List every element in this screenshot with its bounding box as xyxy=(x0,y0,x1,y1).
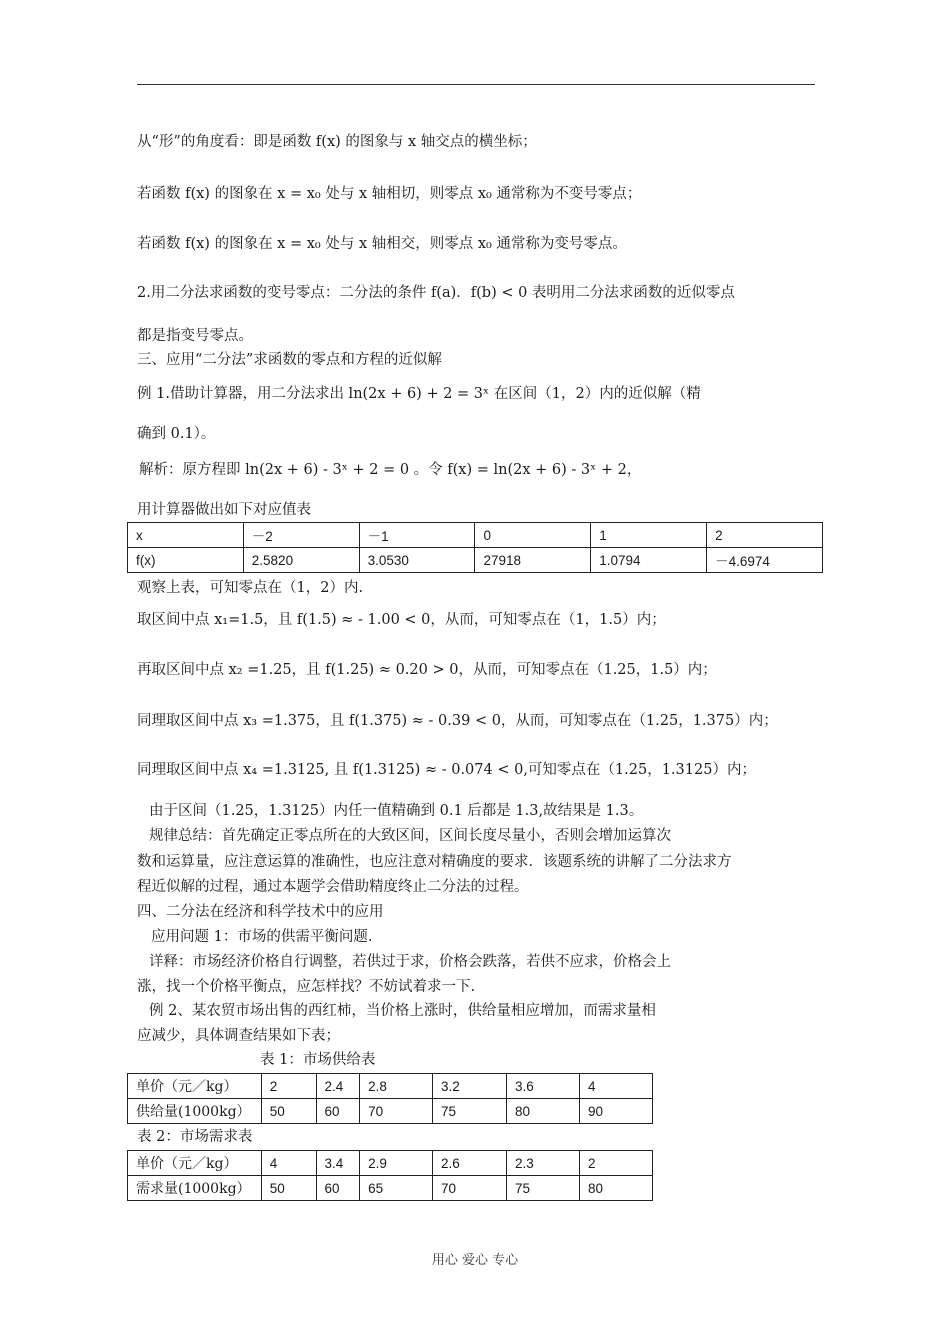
table-cell: 3.4 xyxy=(316,1151,360,1176)
table-cell: 70 xyxy=(360,1099,433,1124)
table-cell: 2.3 xyxy=(507,1151,580,1176)
table-cell: 75 xyxy=(507,1176,580,1201)
table-row xyxy=(128,523,823,548)
text-line: 若函数 f(x) 的图象在 x = x₀ 处与 x 轴相切，则零点 x₀ 通常称为不变号零点； xyxy=(137,186,642,202)
table-cell: 1 xyxy=(591,523,707,548)
example-title: 例 1.借助计算器，用二分法求出 ln(2x + 6) + 2 = 3ˣ 在区间（1，2）内的近似解（精 xyxy=(137,386,701,402)
table-cell: －1 xyxy=(359,523,475,548)
table-cell: 单价（元／kg） xyxy=(128,1151,262,1176)
value-table xyxy=(127,522,823,573)
table-cell: 90 xyxy=(580,1099,653,1124)
table-cell: 50 xyxy=(261,1176,316,1201)
table-cell: 2.4 xyxy=(316,1074,360,1099)
table-cell: x xyxy=(128,523,244,548)
text-line: 例 2、某农贸市场出售的西红柿，当价格上涨时，供给量相应增加，而需求量相 xyxy=(149,1003,656,1019)
page-footer: 用心 爱心 专心 xyxy=(431,1253,519,1268)
table-cell: 2.6 xyxy=(433,1151,507,1176)
table-cell: 1.0794 xyxy=(591,548,707,573)
table-cell: 供给量(1000kg） xyxy=(128,1099,262,1124)
text-line: 涨，找一个价格平衡点，应怎样找？不妨试着求一下. xyxy=(137,979,476,995)
text-line: 由于区间（1.25，1.3125）内任一值精确到 0.1 后都是 1.3,故结果是 1.3。 xyxy=(149,803,644,819)
text-line: 都是指变号零点。 xyxy=(137,328,253,344)
section-heading: 四、二分法在经济和科学技术中的应用 xyxy=(137,904,384,920)
text-line: 详释：市场经济价格自行调整，若供过于求，价格会跌落，若供不应求，价格会上 xyxy=(149,954,671,970)
text-line: 解析：原方程即 ln(2x + 6) - 3ˣ + 2 = 0 。令 f(x) = ln(2x + 6) - 3ˣ + 2， xyxy=(139,462,642,478)
text-line: 数和运算量，应注意运算的准确性，也应注意对精确度的要求．该题系统的讲解了二分法求方 xyxy=(137,854,732,870)
table-cell: 70 xyxy=(433,1176,507,1201)
table-cell: 2 xyxy=(261,1074,316,1099)
table-cell: 2 xyxy=(580,1151,653,1176)
table-row xyxy=(128,548,823,573)
table-cell: 3.0530 xyxy=(359,548,475,573)
table-cell: －2 xyxy=(243,523,359,548)
table-cell: 60 xyxy=(316,1099,360,1124)
table-cell: 75 xyxy=(433,1099,507,1124)
table-cell: 4 xyxy=(580,1074,653,1099)
table-cell: 2.9 xyxy=(360,1151,433,1176)
text-line: 若函数 f(x) 的图象在 x = x₀ 处与 x 轴相交，则零点 x₀ 通常称为变号零点。 xyxy=(137,236,627,252)
supply-table xyxy=(127,1073,653,1124)
text-line: 同理取区间中点 x₄ =1.3125, 且 f(1.3125) ≈ - 0.074 < 0,可知零点在（1.25，1.3125）内； xyxy=(137,762,756,778)
table-cell: f(x) xyxy=(128,548,244,573)
table-cell: 2.8 xyxy=(360,1074,433,1099)
demand-table xyxy=(127,1150,653,1201)
table-cell: 50 xyxy=(261,1099,316,1124)
table-cell: 80 xyxy=(580,1176,653,1201)
text-line: 应用问题 1：市场的供需平衡问题. xyxy=(151,929,373,945)
table-cell: 4 xyxy=(261,1151,316,1176)
section-heading: 三、应用“二分法”求函数的零点和方程的近似解 xyxy=(137,352,442,368)
table-row xyxy=(128,1099,653,1124)
table-cell: 80 xyxy=(507,1099,580,1124)
table-cell: 2 xyxy=(707,523,823,548)
table-cell: 2.5820 xyxy=(243,548,359,573)
text-line: 再取区间中点 x₂ =1.25，且 f(1.25) ≈ 0.20 > 0，从而，可知零点在（1.25，1.5）内； xyxy=(137,662,717,678)
table-caption: 用计算器做出如下对应值表 xyxy=(137,502,311,518)
table-cell: －4.6974 xyxy=(707,548,823,573)
text-line: 规律总结：首先确定正零点所在的大致区间，区间长度尽量小，否则会增加运算次 xyxy=(149,828,671,844)
table-cell: 60 xyxy=(316,1176,360,1201)
text-line: 2.用二分法求函数的变号零点：二分法的条件 f(a)．f(b) < 0 表明用二分法求函数的近似零点 xyxy=(137,285,735,301)
text-line: 确到 0.1）。 xyxy=(137,426,216,442)
table-cell: 需求量(1000kg） xyxy=(128,1176,262,1201)
text-line: 程近似解的过程，通过本题学会借助精度终止二分法的过程。 xyxy=(137,879,529,895)
text-line: 同理取区间中点 x₃ =1.375，且 f(1.375) ≈ - 0.39 < 0，从而，可知零点在（1.25，1.375）内； xyxy=(137,713,778,729)
table-caption: 表 1：市场供给表 xyxy=(260,1052,376,1068)
text-line: 应减少，具体调查结果如下表； xyxy=(137,1028,340,1044)
text-line: 从“形”的角度看：即是函数 f(x) 的图象与 x 轴交点的横坐标； xyxy=(137,134,537,150)
header-rule xyxy=(137,84,815,85)
table-cell: 3.2 xyxy=(433,1074,507,1099)
table-cell: 单价（元／kg） xyxy=(128,1074,262,1099)
table-cell: 3.6 xyxy=(507,1074,580,1099)
table-cell: 65 xyxy=(360,1176,433,1201)
text-line: 观察上表，可知零点在（1，2）内. xyxy=(137,580,364,596)
table-cell: 27918 xyxy=(475,548,591,573)
table-row xyxy=(128,1176,653,1201)
table-cell: 0 xyxy=(475,523,591,548)
table-caption: 表 2：市场需求表 xyxy=(137,1129,253,1145)
table-row xyxy=(128,1151,653,1176)
text-line: 取区间中点 x₁=1.5，且 f(1.5) ≈ - 1.00 < 0，从而，可知零点在（1，1.5）内； xyxy=(137,612,666,628)
table-row xyxy=(128,1074,653,1099)
